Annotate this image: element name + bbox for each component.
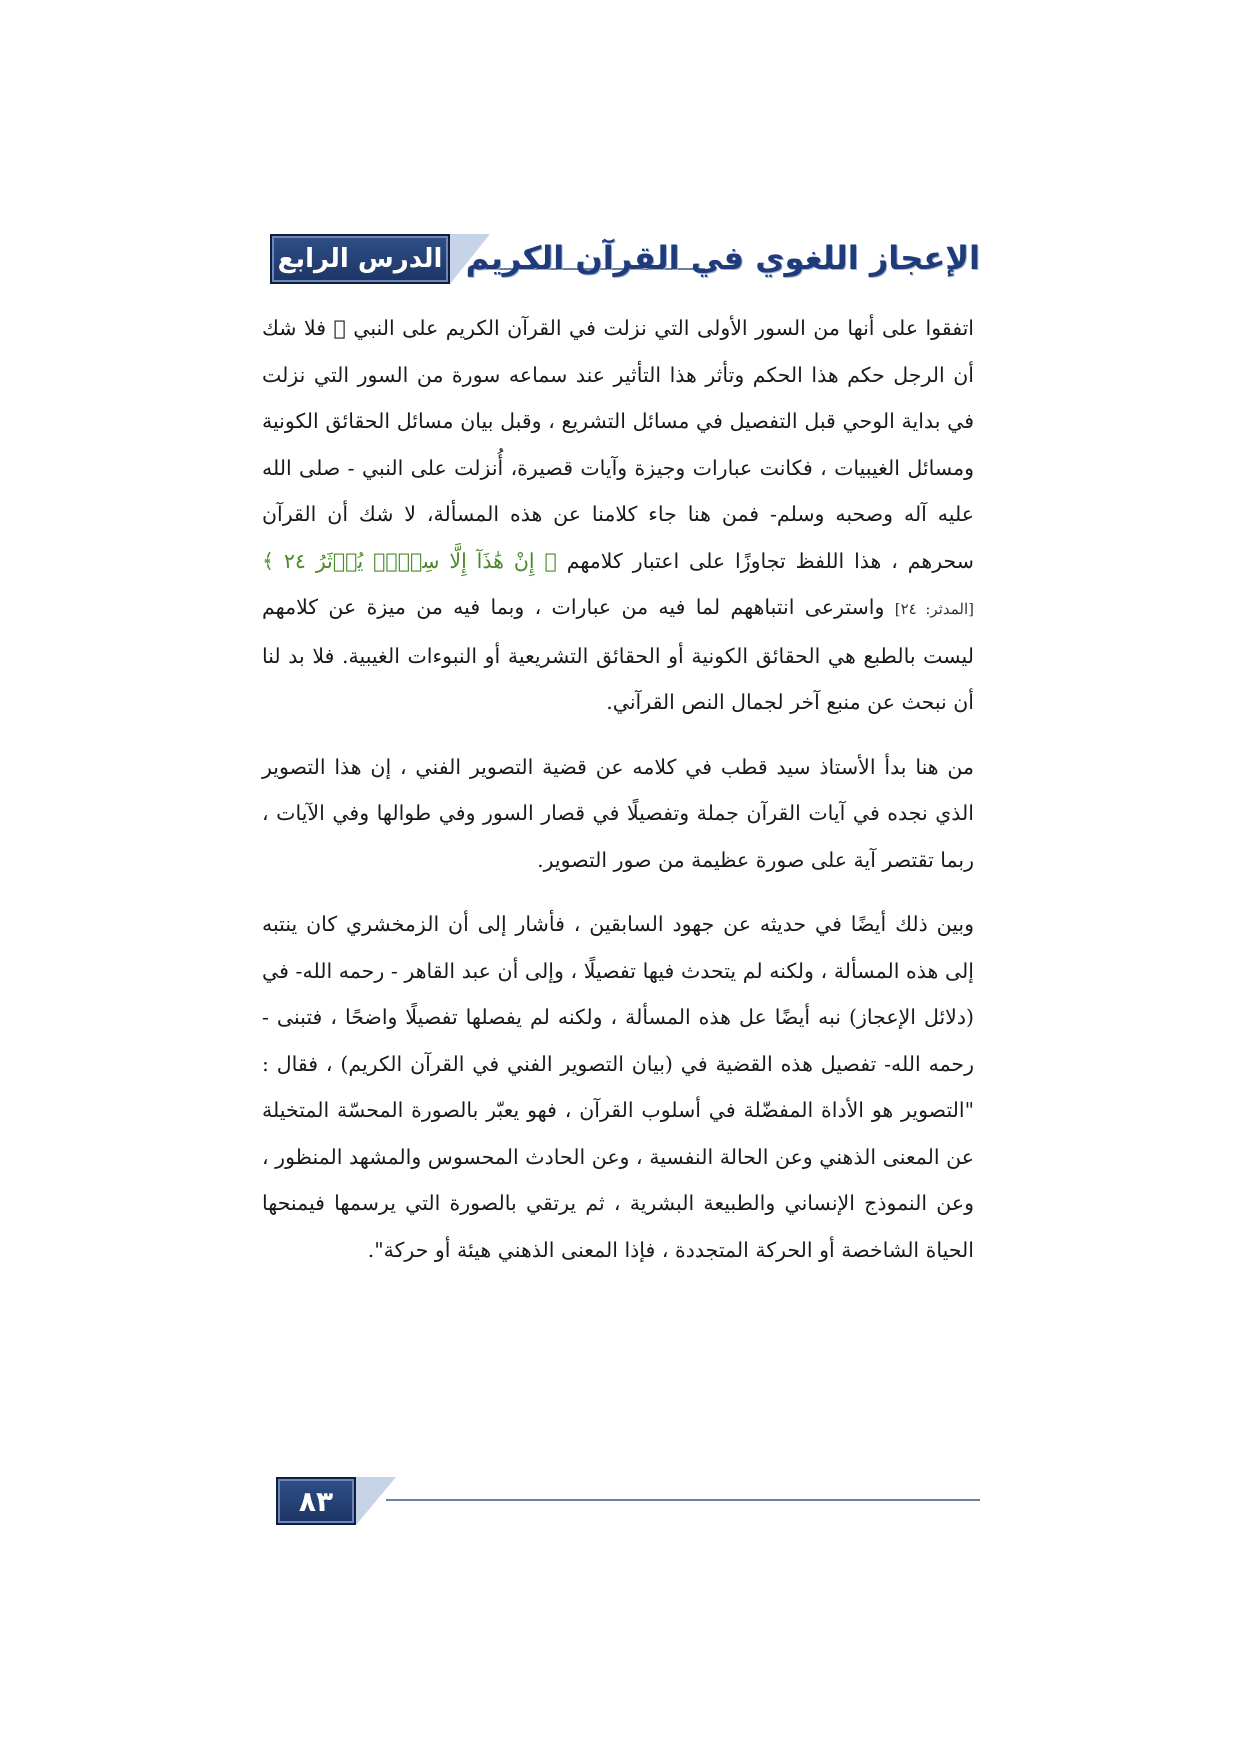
paragraph-1-line-1: اتفقوا على أنها من السور الأولى التي نزلت في القرآن الكريم على النبي ﷺ فلا bbox=[303, 316, 974, 340]
page-number-wedge bbox=[356, 1477, 396, 1525]
paragraph-1-line-9: النبوءات الغيبية. فلا بد لنا أن نبحث عن منبع آخر لجمال النص القرآني. bbox=[262, 643, 974, 714]
paragraph-3: وبين ذلك أيضًا في حديثه عن جهود السابقين ، فأشار إلى أن الزمخشري كان ينتبه إلى هذه المسألة ، ولكنه لم يتحدث فيها تفصيلًا ، وإلى أن عبد القاهر - رحمه الله- في (دلائل الإعجاز) نبه أيضًا عل هذه المسألة ، ولكنه لم يفصلها تفصيلًا واضحًا ، فتبنى - رحمه الله- تفصيل هذه القضية في (بيان التصوير الفني في القرآن الكريم) ، فقال : "التصوير هو الأداة المفضّلة في أسلوب القرآن ، فهو يعبّر بالصورة المحسّة المتخيلة عن المعنى الذهني وعن الحالة النفسية ، وعن الحادث المحسوس والمشهد المنظور ، وعن النموذج الإنساني والطبيعة البشرية ، ثم يرتقي بالصورة التي يرسمها فيمنحها الحياة الشاخصة أو الحركة المتجددة ، فإذا المعنى الذهني هيئة أو حركة". bbox=[262, 912, 974, 1262]
quran-citation: [المدثر: ٢٤] bbox=[894, 600, 974, 618]
paragraph-1-line-7: واسترعى انتباههم لما فيه من عبارات ، وبما فيه bbox=[453, 595, 885, 619]
page-body bbox=[262, 305, 974, 1291]
paragraph-1-line-2: شك أن الرجل حكم هذا الحكم وتأثر هذا التأثير عند سماعه سورة من السور bbox=[262, 316, 974, 387]
lesson-label: الدرس الرابع bbox=[277, 244, 443, 274]
lesson-label-box bbox=[270, 234, 450, 284]
page-number: ٨٣ bbox=[298, 1484, 334, 1518]
book-title: الإعجاز اللغوي في القرآن الكريم bbox=[465, 239, 980, 277]
paragraph-1-line-3: التي نزلت في بداية الوحي قبل التفصيل في مسائل التشريع ، وقبل بيان مسائل bbox=[262, 362, 974, 433]
page-number-box bbox=[276, 1477, 356, 1525]
page-footer bbox=[276, 1477, 980, 1527]
page-header bbox=[270, 228, 980, 288]
paragraph-1-line-8: من ميزة عن كلامهم ليست بالطبع هي الحقائق الكونية أو الحقائق التشريعية أو bbox=[262, 595, 974, 668]
paragraph-2: من هنا بدأ الأستاذ سيد قطب في كلامه عن قضية التصوير الفني ، إن هذا التصوير الذي نجده في آيات القرآن جملة وتفصيلًا في قصار السور وفي طوالها وفي الآيات ، ربما تقتصر آية على صورة عظيمة من صور التصوير. bbox=[262, 754, 974, 872]
paragraph-1-line-5: على النبي - صلى الله عليه آله وصحبه وسلم- فمن هنا جاء كلامنا عن هذه bbox=[262, 455, 974, 526]
quran-verse-text: هَٰذَآ إِلَّا سِحۡرٞ يُؤۡثَرُ ٢٤ ﴾ bbox=[262, 548, 504, 573]
footer-rule bbox=[386, 1499, 980, 1501]
quran-verse-open: ﴿ إِنْ bbox=[513, 548, 557, 573]
paragraph-1-line-4: الحقائق الكونية ومسائل الغيبيات ، فكانت عبارات وجيزة وآيات قصيرة، أُنزلت bbox=[262, 409, 974, 480]
paragraph-1 bbox=[262, 305, 974, 726]
paragraph-1-line-6: المسألة، لا شك أن القرآن سحرهم ، هذا اللفظ تجاوزًا على اعتبار كلامهم bbox=[262, 502, 974, 573]
